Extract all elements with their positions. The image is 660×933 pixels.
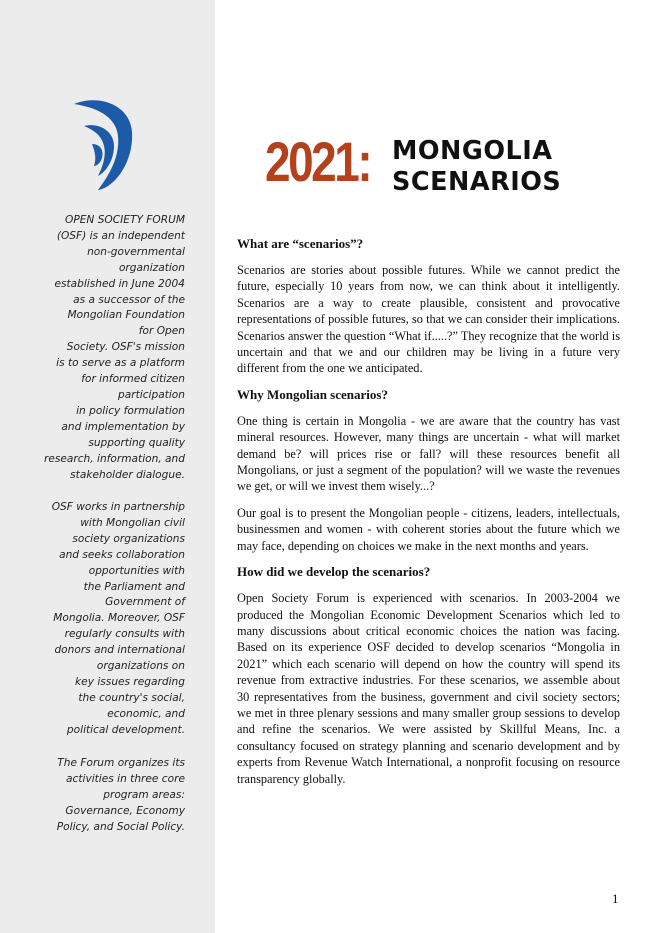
sidebar-block-partnerships: OSF works in partnership with Mongolian civil society organizations and seeks collaboration opportunities with the Parliament and Government of Mongolia. Moreover, OSF regularly consults with donors and international organizations on key issues regarding the country's social, economic, and political development. — [51, 501, 185, 736]
title-words: MONGOLIA SCENARIOS — [392, 136, 562, 197]
title-year: 2021: — [265, 130, 371, 193]
osf-description — [5, 213, 185, 483]
page-number: 1 — [612, 891, 619, 906]
section-heading: What are “scenarios”? — [237, 236, 364, 251]
sidebar-block-programs: The Forum organizes its activities in three core program areas: Governance, Economy Policy, and Social Policy. — [56, 757, 185, 833]
osf-program-areas — [5, 756, 185, 836]
section-heading: How did we develop the scenarios? — [237, 564, 431, 580]
section-paragraph: Our goal is to present the Mongolian people - citizens, leaders, intellectuals, businessmen and women - with coherent stories about the future which we may face, depending on choices we make in the next months and years. — [237, 505, 620, 553]
section-paragraph: Open Society Forum is experienced with scenarios. In 2003-2004 we produced the Mongolian Economic Development Scenarios which led to many discussions about critical economic choices the nation was facing. Based on its experience OSF decided to develop scenarios “Mongolia in 2021” which each scenario will depend on how the country will spend its revenue from extractive industries. For these scenarios, we assemble about 30 representatives from the business, government and civil society sectors; we met in three plenary sessions and many smaller group sessions to develop and refine the scenarios. We were assisted by Skillful Means, Inc. a consultancy focused on strategy planning and scenario development and by experts from Revenue Watch International, a nonprofit focusing on resource transparency globally. — [237, 591, 620, 786]
osf-swirl-logo-icon — [68, 96, 136, 192]
osf-partnerships — [5, 500, 185, 739]
section-heading: Why Mongolian scenarios? — [237, 386, 388, 402]
main-content — [237, 236, 620, 797]
section-paragraph: One thing is certain in Mongolia - we are aware that the country has vast mineral resources. However, many things are uncertain - what will market demand be? will prices rise or fall? will these resources benefit all Mongolians, or just a segment of the population? will we waste the revenues we get, or will we invest them wisely...? — [237, 413, 620, 494]
sidebar-panel — [0, 0, 215, 933]
sidebar-block-about: OPEN SOCIETY FORUM (OSF) is an independent non-governmental organization established in June 2004 as a successor of the Mongolian Foundation for Open Society. OSF's mission is to serve as a platform for informed citizen participation in policy formulation and implementation by supporting quality research, information, and stakeholder dialogue. — [43, 214, 185, 481]
section-paragraph: Scenarios are stories about possible futures. While we cannot predict the future, especially 10 years from now, we can think about it intelligently. Scenarios are a way to create plausible, consistent and provocative representations of possible futures, so that we can consider their implications. Scenarios answer the question “What if.....?” They recognize that the world is uncertain and that we and our children may be living in a future very different from the one we anticipated. — [237, 263, 620, 376]
